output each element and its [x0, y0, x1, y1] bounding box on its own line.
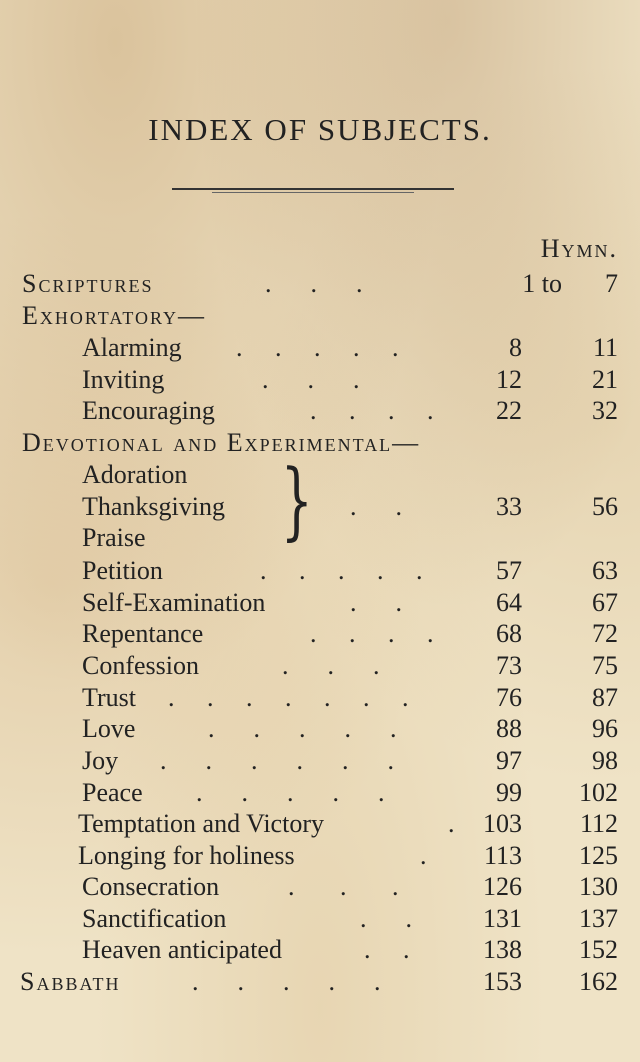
index-row-exhortatory [0, 300, 640, 332]
entry-to: 112 [579, 809, 618, 838]
leader-dots: . . [350, 492, 402, 521]
leader-dots: . [448, 809, 455, 838]
entry-to: 11 [592, 333, 618, 362]
index-row-longing [0, 840, 640, 872]
hymn-column-header: Hymn. [540, 234, 618, 263]
index-row-repentance [0, 618, 640, 650]
entry-label: Sanctification [82, 904, 227, 933]
index-row-alarming [0, 332, 640, 364]
index-row-sabbath [0, 966, 640, 998]
leader-dots: . . [350, 588, 402, 617]
index-row-confession [0, 650, 640, 682]
leader-dots: . [420, 841, 427, 870]
entry-from: 33 [496, 492, 522, 521]
entry-to: 67 [592, 588, 618, 617]
entry-to: 75 [592, 651, 618, 680]
leader-dots: . . . . . [236, 333, 399, 362]
index-row-consecration [0, 871, 640, 903]
index-row-joy [0, 745, 640, 777]
entry-from: 153 [483, 967, 522, 996]
entry-label: Thanksgiving [82, 492, 225, 521]
leader-dots: . . . [282, 651, 380, 680]
index-row-petition [0, 555, 640, 587]
index-row-sanctification [0, 903, 640, 935]
leader-dots: . . . [262, 365, 360, 394]
entry-from: 99 [496, 778, 522, 807]
entry-from: 64 [496, 588, 522, 617]
entry-to: 102 [579, 778, 618, 807]
index-row-adoration [0, 459, 640, 491]
leader-dots: . . [360, 904, 412, 933]
entry-to: 63 [592, 556, 618, 585]
entry-to: 32 [592, 396, 618, 425]
index-row-trust [0, 682, 640, 714]
entry-to: 98 [592, 746, 618, 775]
entry-label: Confession [82, 651, 199, 680]
entry-to: 21 [592, 365, 618, 394]
entry-from: 73 [496, 651, 522, 680]
index-row-devotional [0, 427, 640, 459]
entry-from: 126 [483, 872, 522, 901]
entry-label: Adoration [82, 460, 188, 489]
index-row-self-examination [0, 587, 640, 619]
entry-to: 56 [592, 492, 618, 521]
entry-to: 72 [592, 619, 618, 648]
leader-dots: . . . . . [192, 967, 381, 996]
index-row-thanksgiving [0, 491, 640, 523]
entry-label: Scriptures [22, 269, 154, 298]
entry-to: 96 [592, 714, 618, 743]
index-row-peace [0, 777, 640, 809]
entry-from: 88 [496, 714, 522, 743]
page-title: INDEX OF SUBJECTS. [148, 112, 492, 147]
entry-label: Inviting [82, 365, 165, 394]
entry-from: 22 [496, 396, 522, 425]
entry-label: Love [82, 714, 136, 743]
entry-label: Trust [82, 683, 136, 712]
index-row-heaven [0, 934, 640, 966]
entry-label: Repentance [82, 619, 204, 648]
index-row-encouraging [0, 395, 640, 427]
leader-dots: . . . . . [260, 556, 423, 585]
entry-label: Sabbath [20, 967, 121, 996]
entry-label: Peace [82, 778, 143, 807]
title-rule [172, 188, 454, 190]
leader-dots: . . . . . [196, 778, 385, 807]
entry-from: 12 [496, 365, 522, 394]
entry-to: 130 [579, 872, 618, 901]
grouping-brace: } [280, 451, 313, 549]
entry-from: 76 [496, 683, 522, 712]
index-row-temptation [0, 808, 640, 840]
entry-from: 68 [496, 619, 522, 648]
entry-to: 87 [592, 683, 618, 712]
index-row-scriptures [0, 268, 640, 300]
entry-label: Consecration [82, 872, 220, 901]
leader-dots: . . . . . [208, 714, 397, 743]
leader-dots: . . . . . . . [168, 683, 409, 712]
entry-label: Temptation and Victory [78, 809, 324, 838]
entry-label: Petition [82, 556, 163, 585]
entry-label: Praise [82, 523, 146, 552]
entry-label: Encouraging [82, 396, 215, 425]
entry-from: 57 [496, 556, 522, 585]
entry-from: 97 [496, 746, 522, 775]
entry-from: 1 to [522, 269, 562, 298]
entry-from: 103 [483, 809, 522, 838]
leader-dots: . . . . [310, 619, 434, 648]
leader-dots: . . . [288, 872, 399, 901]
entry-to: 137 [579, 904, 618, 933]
leader-dots: . . [364, 935, 410, 964]
index-row-inviting [0, 364, 640, 396]
entry-label: Heaven anticipated [82, 935, 282, 964]
entry-to: 152 [579, 935, 618, 964]
entry-label: Self-Examination [82, 588, 266, 617]
index-row-love [0, 713, 640, 745]
entry-to: 125 [579, 841, 618, 870]
entry-label: Joy [82, 746, 119, 775]
entry-to: 162 [579, 967, 618, 996]
entry-label: Devotional and Experimental— [22, 428, 421, 457]
entry-from: 8 [509, 333, 522, 362]
entry-label: Longing for holiness [78, 841, 295, 870]
index-row-praise [0, 522, 640, 554]
entry-from: 138 [483, 935, 522, 964]
leader-dots: . . . [265, 269, 363, 298]
entry-label: Exhortatory— [22, 301, 207, 330]
leader-dots: . . . . . . [160, 746, 394, 775]
leader-dots: . . . . [310, 396, 434, 425]
entry-from: 131 [483, 904, 522, 933]
entry-to: 7 [605, 269, 618, 298]
entry-label: Alarming [82, 333, 182, 362]
entry-from: 113 [483, 841, 522, 870]
